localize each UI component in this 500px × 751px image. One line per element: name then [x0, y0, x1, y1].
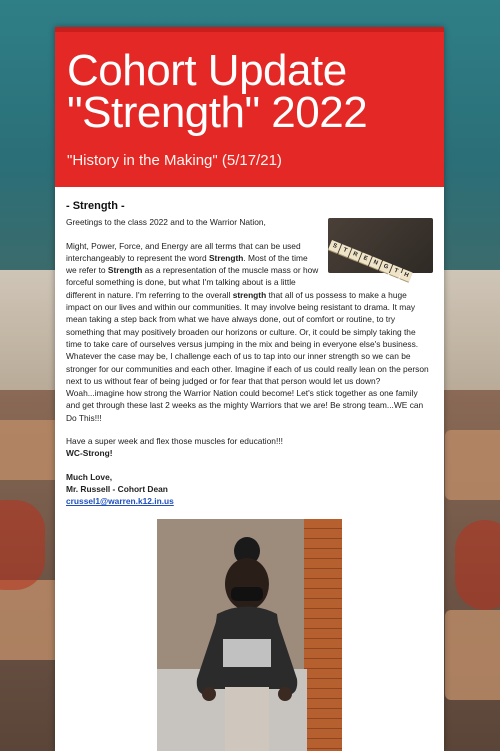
section-heading: - Strength -: [66, 200, 125, 212]
paragraph-text: Might, Power, Force, and Energy are all terms that can be used interchangeably to represent the word: [66, 240, 301, 263]
newsletter-card: [55, 27, 444, 751]
emphasis-text: Strength: [107, 265, 143, 276]
desk: [445, 610, 500, 700]
header-banner: [55, 27, 444, 187]
signoff-text: Much Love,: [66, 471, 113, 482]
letter-tile: R: [349, 249, 362, 262]
student-figure: [187, 529, 307, 751]
chair: [455, 520, 500, 610]
letter-tile: H: [400, 269, 413, 282]
page-subtitle: "History in the Making" (5/17/21): [67, 152, 282, 169]
article-body: [55, 187, 444, 751]
emphasis-text: Strength: [208, 252, 244, 263]
desk: [0, 420, 60, 480]
letter-tile: N: [369, 257, 382, 270]
photo-brick-column: [304, 519, 342, 751]
paragraph-text: as a representation of the muscle mass or how forceful something is done, but what I'm talking about is a little different in nature. I'm referring to the overall: [66, 265, 319, 300]
closing-block: [66, 435, 433, 460]
chair: [0, 500, 45, 590]
letter-tile: T: [389, 265, 402, 278]
paragraph-text: . Most of the time we refer to: [66, 252, 308, 276]
closing-slogan: WC-Strong!: [66, 448, 113, 459]
student-photo: [157, 519, 342, 751]
signer-name: Mr. Russell - Cohort Dean: [66, 483, 168, 494]
signature-block: [66, 471, 433, 508]
page-title: Cohort Update "Strength" 2022: [67, 46, 368, 137]
desk: [445, 430, 500, 500]
letter-tile: G: [379, 261, 392, 274]
greeting-text: Greetings to the class 2022 and to the Warrior Nation,: [66, 217, 266, 228]
letter-tile: S: [328, 240, 341, 253]
closing-line: Have a super week and flex those muscles for education!!!: [66, 436, 283, 447]
strength-tiles-image: [328, 218, 433, 280]
letter-tile: E: [359, 253, 372, 266]
paragraph-text: that all of us possess to make a huge impact on our lives and within our communities. It may involve being resistant to drama. It may mean taking a step back from what we have always done, out of comfort or routine, to try something that may positively broaden our horizons or culture. Or, it could be simply taking the time to take care of ourselves versus jumping in the mix and being in everyone else's business. Whatever the case may be, I challenge each of us to tap into our inner strength so we can be stronger for our communities and each other. Imagine if each of us could really lean on the person next to us without fear of being judged or for fear that that person would let us down? Woah...imagine how strong the Warrior Nation could become! Let's stick together as one family and get through these last 2 weeks as the mighty Warriors that we are! Be strong team...WE can Do This!!!: [66, 289, 429, 423]
email-link[interactable]: crussel1@warren.k12.in.us: [66, 496, 174, 507]
letter-tile: T: [338, 244, 351, 257]
emphasis-text: strength: [232, 289, 267, 300]
desk: [0, 580, 60, 660]
